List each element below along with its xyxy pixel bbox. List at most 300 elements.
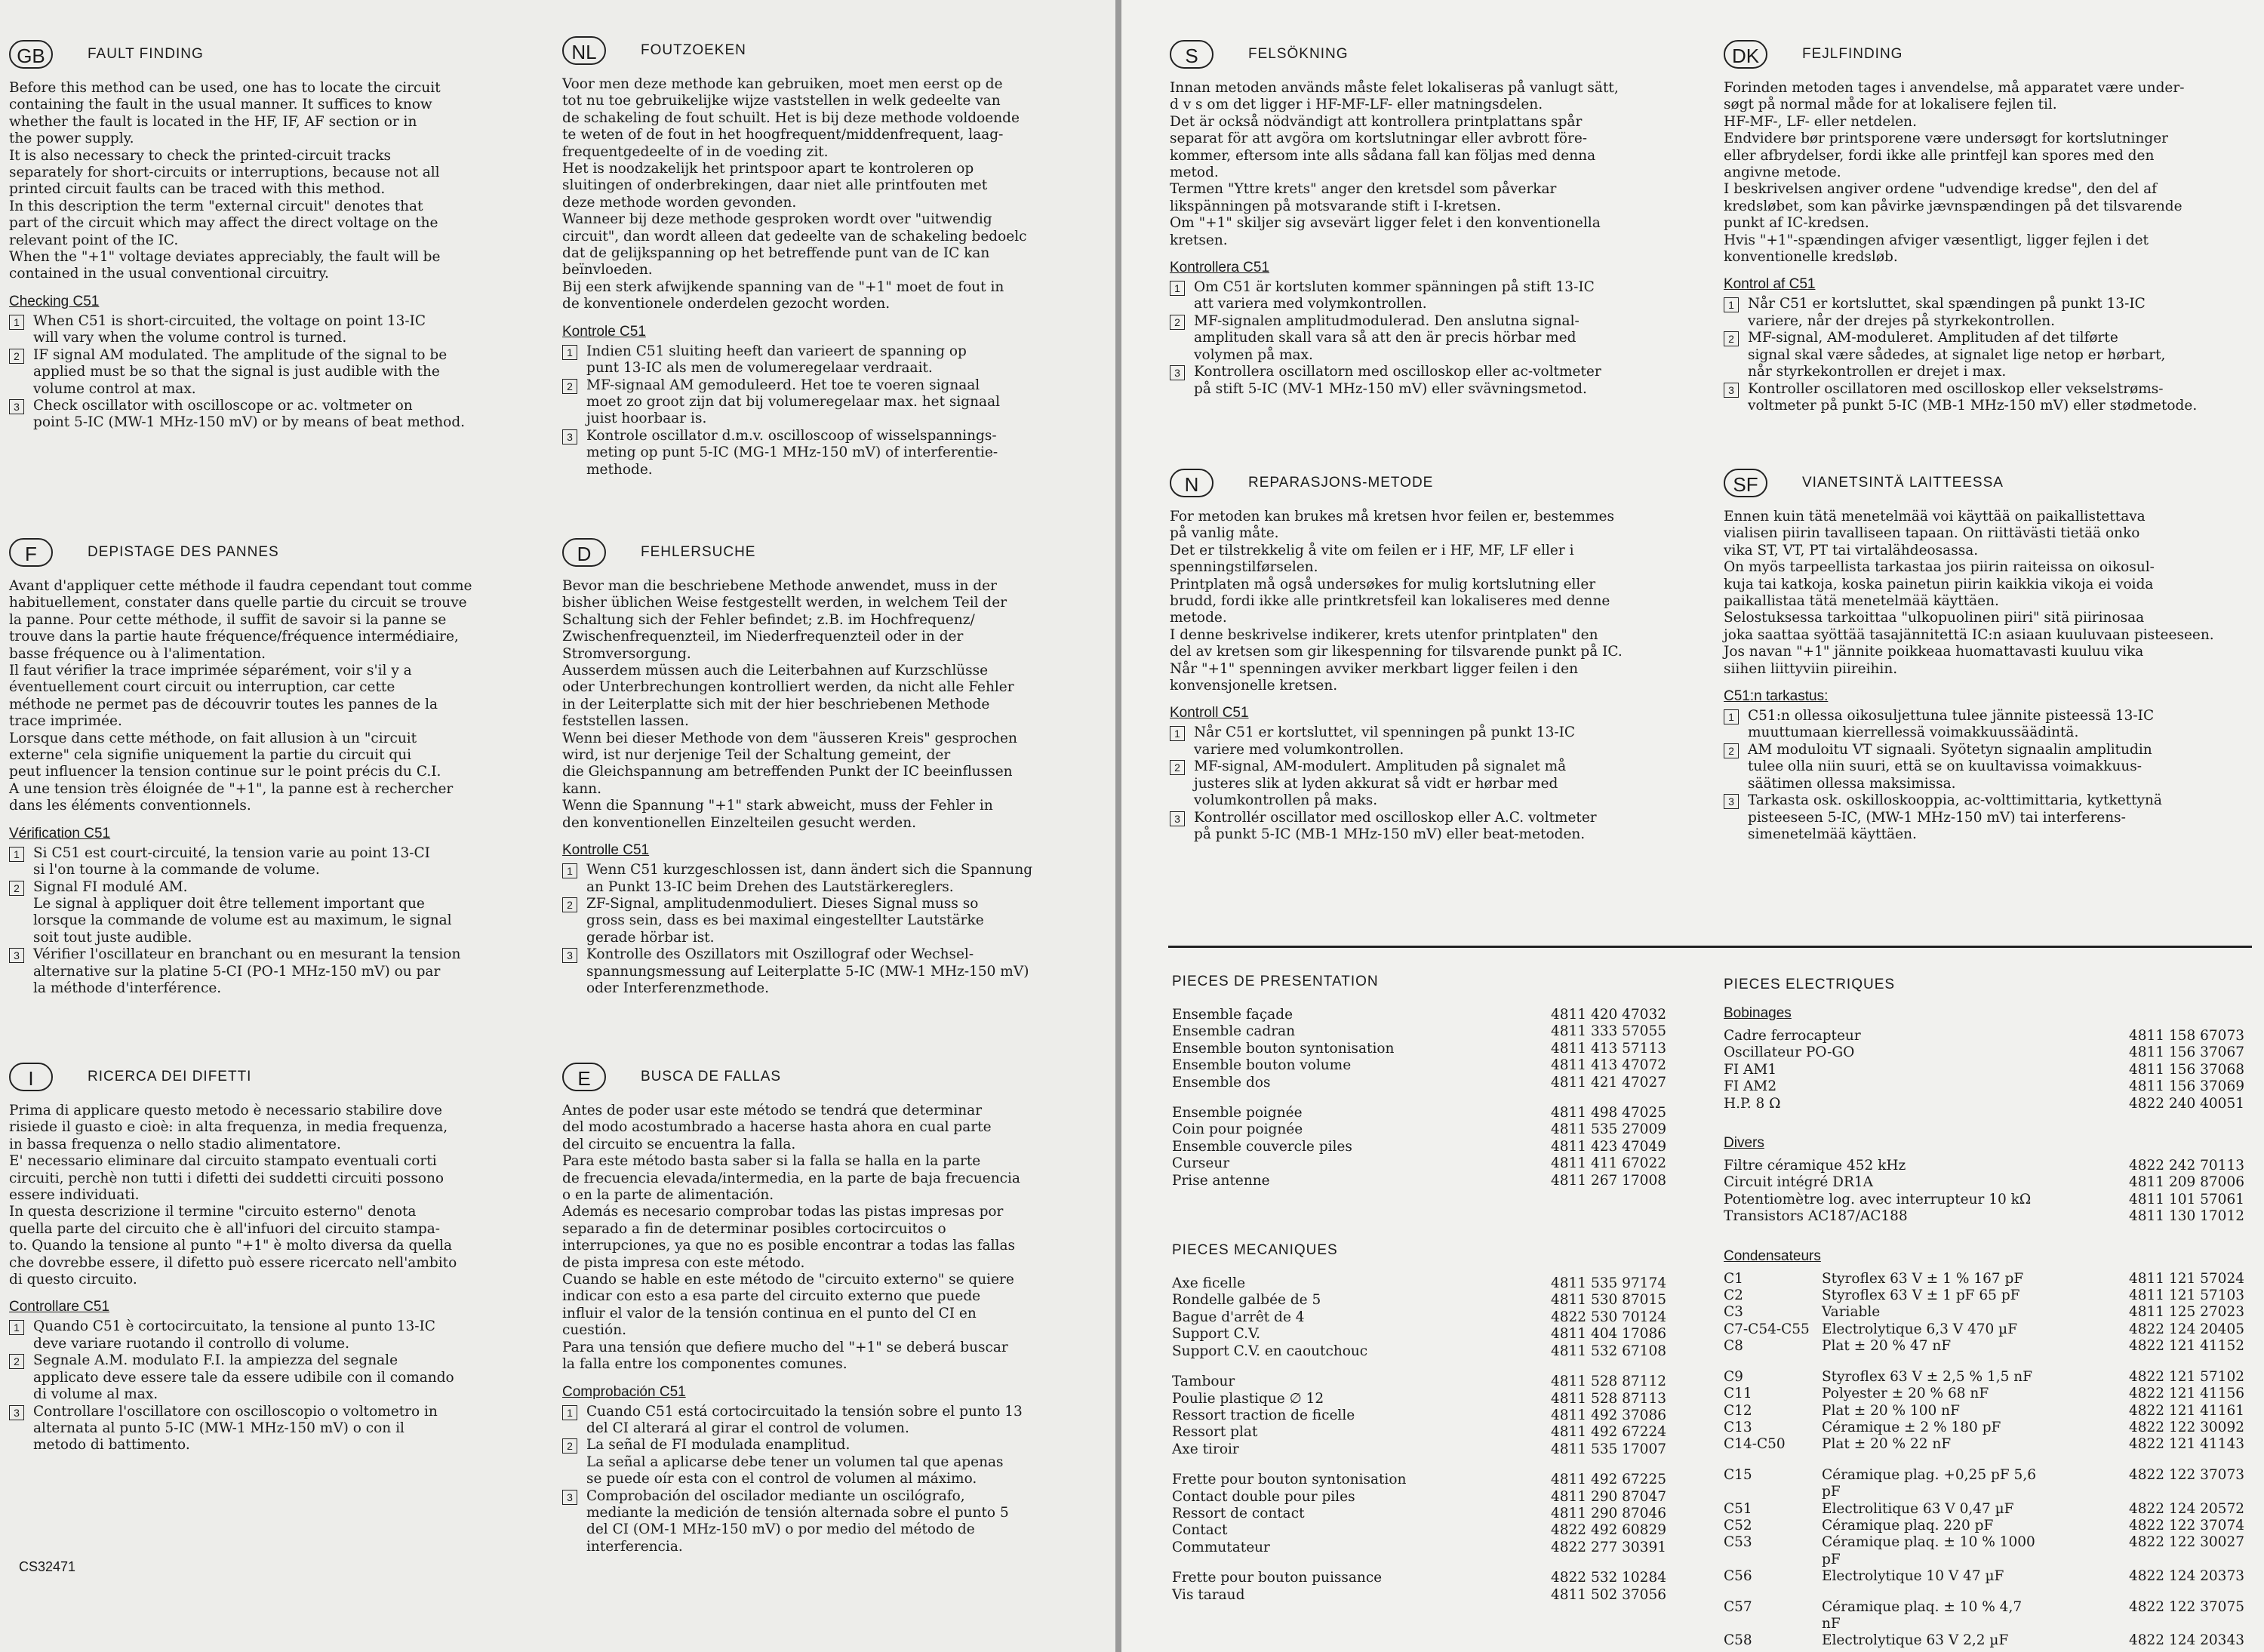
step-text: Kontrollér oscillator med oscilloskop eller A.C. voltmeter på punkt 5-IC (MB-1 MHz-150 mV) eller beat-metoden.	[1194, 809, 1597, 842]
section-intro: Before this method can be used, one has to locate the circuit containing the fault in the usual manner. It suffices to know whether the fault is located in the HF, IF, AF section or in the power supply. It is also necessary to check the printed-circuit tracks separately for short-circuits or interruptions, because not all printed circuit faults can be traced with this method. In this description the term "external circuit" denotes that part of the circuit which may affect the direct voltage on the relevant point of the IC. When the "+1" voltage deviates appreciably, the fault will be contained in the usual conventional circuitry.	[9, 80, 441, 282]
part-row	[1172, 1587, 1666, 1604]
check-step	[9, 347, 537, 398]
section-title: DEPISTAGE DES PANNES	[88, 544, 279, 560]
capacitor-row	[1724, 1467, 2244, 1501]
part-row	[1724, 1208, 2244, 1225]
check-step	[9, 879, 537, 947]
presentation-title: PIECES DE PRESENTATION	[1172, 974, 1379, 989]
part-name: Bague d'arrêt de 4	[1172, 1309, 1305, 1325]
group-spacer	[1172, 1458, 1666, 1472]
language-badge: GB	[9, 40, 53, 69]
step-text: Comprobación del oscilador mediante un oscilógrafo, mediante la medición de tensión alternada sobre el punto 5 del CI (OM-1 MHz-150 mV) o por medio del método de interferencia.	[586, 1487, 1009, 1555]
section-title: FEJLFINDING	[1802, 46, 1903, 62]
part-number: 4811 121 57024	[2128, 1270, 2244, 1287]
section-title: REPARASJONS-METODE	[1248, 475, 1434, 491]
section-f	[9, 536, 537, 997]
capacitor-desc: Céramique plag. +0,25 pF 5,6 pF	[1822, 1466, 2036, 1500]
section-header	[9, 38, 537, 71]
capacitor-desc: Electrolytique 63 V 2,2 µF	[1822, 1632, 2009, 1649]
check-step	[1724, 330, 2252, 380]
capacitor-row	[1724, 1436, 2244, 1453]
step-number-box: 2	[1724, 331, 1739, 346]
check-step	[562, 1437, 1098, 1487]
capacitor-row	[1724, 1501, 2244, 1518]
step-number-box: 3	[1724, 794, 1739, 809]
part-row	[1172, 1041, 1666, 1057]
capacitor-row	[1724, 1304, 2244, 1321]
part-row	[1172, 1424, 1666, 1441]
step-number-box: 2	[9, 1354, 24, 1369]
part-name: Prise antenne	[1172, 1172, 1270, 1189]
check-step	[562, 896, 1098, 946]
part-number: 4811 156 37067	[2128, 1044, 2244, 1061]
part-name: Cadre ferrocapteur	[1724, 1028, 1861, 1044]
check-step	[9, 1318, 537, 1352]
check-step	[1170, 810, 1698, 844]
part-name: Support C.V. en caoutchouc	[1172, 1343, 1368, 1359]
part-name: Ensemble façade	[1172, 1007, 1293, 1023]
check-step	[1170, 724, 1698, 758]
section-intro: Avant d'appliquer cette méthode il faudra cependant tout comme habituellement, constater dans quelle partie du circuit se trouve la panne. Pour cette méthode, il suffit de savoir si la panne se trouve dans la partie haute fréquence/fréquence intermédiaire, basse fréquence ou à l'alimentation. Il faut vérifier la trace imprimée séparément, voir s'il y a éventuellement court circuit ou interruption, car cette méthode ne permet pas de découvrir toutes les pannes de la trace imprimée. Lorsque dans cette méthode, on fait allusion à un "circuit externe" cela signifie uniquement la partie du circuit qui peut influencer la tension continue sur le point précis du C.I. A une tension très éloignée de "+1", la panne est à rechercher dans les éléments conventionnels.	[9, 578, 472, 814]
step-number-box: 1	[9, 847, 24, 862]
part-number: 4822 530 70124	[1550, 1309, 1666, 1325]
part-name: Coin pour poignée	[1172, 1121, 1303, 1138]
part-number: 4811 535 27009	[1550, 1121, 1666, 1138]
document-code: CS32471	[19, 1559, 76, 1574]
check-step	[562, 377, 1098, 428]
step-number-box: 2	[562, 1438, 577, 1454]
check-step	[562, 862, 1098, 896]
step-number-box: 1	[9, 315, 24, 330]
part-number: 4822 240 40051	[2128, 1095, 2244, 1112]
part-row	[1172, 1173, 1666, 1189]
part-row	[1172, 1139, 1666, 1155]
step-text: AM moduloitu VT signaali. Syötetyn signaalin amplitudin tulee olla niin suuri, että se on kuultavissa voimakkuus- säätimen ollessa maksimissa.	[1748, 741, 2152, 792]
part-name: FI AM2	[1724, 1078, 1777, 1095]
part-name: Ensemble cadran	[1172, 1023, 1296, 1040]
section-nl	[562, 34, 1098, 478]
step-number-box: 3	[562, 429, 577, 445]
part-number: 4811 535 97174	[1550, 1275, 1666, 1292]
part-row	[1172, 1326, 1666, 1343]
part-name: Vis taraud	[1172, 1586, 1245, 1603]
section-title: BUSCA DE FALLAS	[641, 1069, 782, 1084]
section-header	[562, 34, 1098, 67]
part-number: 4811 420 47032	[1550, 1007, 1666, 1023]
group-spacer	[1724, 1454, 2244, 1467]
part-row	[1724, 1044, 2244, 1061]
section-title: FAULT FINDING	[88, 46, 204, 62]
part-name: Transistors AC187/AC188	[1724, 1208, 1908, 1225]
section-intro: Bevor man die beschriebene Methode anwendet, muss in der bisher üblichen Weise festgestellt werden, in welchem Teil der Schaltung sich der Fehler befindet; z.B. im Hochfrequenz/ Zwischenfrequenzteil, im Niederfrequenzteil oder in der Stromversorgung. Ausserdem müssen auch die Leiterbahnen auf Kurzschlüsse oder Unterbrechungen kontrolliert werden, da nicht alle Fehler in der Leiterplatte sich mit der hier beschriebenen Methode feststellen lassen. Wenn bei dieser Methode von dem "äusseren Kreis" gesprochen wird, ist nur derjenige Teil der Schaltung gemeint, der die Gleichspannung am betreffenden Punkt der IC beeinflussen kann. Wenn die Spannung "+1" stark abweicht, muss der Fehler in den konventionellen Einzelteilen gesucht werden.	[562, 578, 1017, 831]
check-step	[1170, 364, 1698, 398]
part-number: 4811 333 57055	[1550, 1023, 1666, 1040]
part-number: 4811 421 47027	[1550, 1074, 1666, 1091]
section-title: FOUTZOEKEN	[641, 42, 746, 58]
part-name: Ressort traction de ficelle	[1172, 1407, 1355, 1423]
part-number: 4822 124 20343	[2128, 1632, 2244, 1649]
step-text: Vérifier l'oscillateur en branchant ou en mesurant la tension alternative sur la platine 5-CI (PO-1 MHz-150 mV) ou par la méthode d'interférence.	[33, 946, 461, 996]
check-title: Kontrollera C51	[1170, 260, 1270, 276]
part-row	[1172, 1105, 1666, 1121]
check-step	[562, 1488, 1098, 1556]
capacitor-ref: C15	[1724, 1466, 1752, 1483]
capacitor-desc: Styroflex 63 V ± 1 pF 65 pF	[1822, 1287, 2020, 1304]
condensateurs-title: Condensateurs	[1724, 1247, 1821, 1264]
section-intro: Voor men deze methode kan gebruiken, moet men eerst op de tot nu toe gebruikelijke wijze vaststellen in welk gedeelte van de schakeling de fout schuilt. Het is bij deze methode voldoende te weten of de fout in het hoogfrequent/middenfrequent, laag- frequentgedeelte of in de voeding zit. Het is noodzakelijk het printspoor apart te kontroleren op sluitingen of onderbrekingen, daar niet alle printfouten met deze methode worden gevonden. Wanneer bij deze methode gesproken wordt over "uitwendig circuit", dan wordt alleen dat gedeelte van de schakeling bedoelc dat de gelijkspanning op het betreffende punt van de IC kan beïnvloeden. Bij een sterk afwijkende spanning van de "+1" moet de fout in de konventionele onderdelen gezocht worden.	[562, 76, 1027, 312]
part-name: Potentiomètre log. avec interrupteur 10 kΩ	[1724, 1191, 2032, 1207]
step-number-box: 1	[562, 863, 577, 878]
section-title: VIANETSINTÄ LAITTEESSA	[1802, 475, 2004, 491]
check-step	[1724, 381, 2252, 415]
capacitor-desc: Electrolytique 10 V 47 µF	[1822, 1568, 2004, 1585]
step-text: Quando C51 è cortocircuitato, la tensione al punto 13-IC deve variare ruotando il controllo di volume.	[33, 1318, 435, 1352]
part-number: 4822 124 20572	[2128, 1500, 2244, 1517]
part-number: 4811 532 67108	[1550, 1343, 1666, 1359]
check-step	[562, 946, 1098, 997]
check-step	[1170, 279, 1698, 313]
divers-title: Divers	[1724, 1135, 1764, 1152]
step-text: Indien C51 sluiting heeft dan varieert de spanning op punt 13-IC als men de volumeregelaar verdraait.	[586, 343, 967, 377]
step-text: La señal de FI modulada enamplitud. La señal a aplicarse debe tener un volumen tal que apenas se puede oír esta con el control de volumen al máximo.	[586, 1437, 1004, 1487]
capacitor-desc: Polyester ± 20 % 68 nF	[1822, 1386, 1989, 1402]
check-title: Checking C51	[9, 293, 100, 309]
part-number: 4822 277 30391	[1550, 1539, 1666, 1555]
part-row	[1172, 1540, 1666, 1556]
bobinages-title: Bobinages	[1724, 1005, 1792, 1021]
part-number: 4822 121 41161	[2128, 1402, 2244, 1419]
part-number: 4811 413 57113	[1550, 1040, 1666, 1057]
step-number-box: 1	[1170, 726, 1185, 741]
capacitor-ref: C58	[1724, 1632, 1752, 1649]
step-text: ZF-Signal, amplitudenmoduliert. Dieses Signal muss so gross sein, dass es bei maximal eingestellter Lautstärke gerade hörbar ist.	[586, 895, 984, 946]
capacitor-ref: C14-C50	[1724, 1436, 1786, 1453]
group-spacer	[1724, 1586, 2244, 1599]
part-name: Ensemble bouton syntonisation	[1172, 1040, 1395, 1057]
part-number: 4811 498 47025	[1550, 1105, 1666, 1121]
part-row	[1172, 1309, 1666, 1326]
group-spacer	[1724, 1355, 2244, 1369]
step-text: MF-signalen amplitudmodulerad. Den anslutna signal- amplituden skall vara så att den är precis hörbar med volymen på max.	[1194, 312, 1580, 363]
part-number: 4811 413 47072	[1550, 1057, 1666, 1074]
part-name: Circuit intégré DR1A	[1724, 1174, 1874, 1191]
check-step	[1724, 792, 2252, 843]
part-number: 4811 492 67224	[1550, 1424, 1666, 1441]
capacitor-ref: C1	[1724, 1270, 1743, 1287]
step-text: Cuando C51 está cortocircuitado la tensión sobre el punto 13 del CI alterará al girar el control de volumen.	[586, 1403, 1023, 1436]
part-name: Frette pour bouton syntonisation	[1172, 1472, 1407, 1488]
step-number-box: 2	[562, 897, 577, 912]
check-step	[9, 1352, 537, 1403]
step-text: Om C51 är kortsluten kommer spänningen på stift 13-IC att variera med volymkontrollen.	[1194, 279, 1595, 312]
part-name: Oscillateur PO-GO	[1724, 1044, 1855, 1061]
section-header	[9, 1060, 537, 1094]
capacitor-row	[1724, 1568, 2244, 1585]
part-number: 4811 404 17086	[1550, 1326, 1666, 1343]
part-number: 4822 124 20405	[2128, 1321, 2244, 1337]
section-intro: Forinden metoden tages i anvendelse, må apparatet være under- søgt på normal måde for at lokalisere fejlen til. HF-MF-, LF- eller netdelen. Endvidere bør printsporene være undersøgt for kortslutninger eller afbrydelser, fordi ikke alle printfejl kan spores med den angivne metode. I beskrivelsen angiver ordene "udvendige kredse", den del af kredsløbet, som kan påvirke jævnspændingen på det tilsvarende punkt af IC-kredsen. Hvis "+1"-spændingen afviger væsentligt, ligger fejlen i det konventionelle kredsløb.	[1724, 80, 2185, 266]
capacitor-desc: Electrolytique 6,3 V 470 µF	[1822, 1321, 2018, 1337]
group-spacer	[1172, 1091, 1666, 1105]
step-text: Kontrole oscillator d.m.v. oscilloscoop of wisselspannings- meting op punt 5-IC (MG-1 MHz-150 mV) of interferentie- methode.	[586, 427, 998, 478]
part-number: 4822 492 60829	[1550, 1522, 1666, 1539]
section-sf	[1724, 466, 2252, 843]
part-number: 4811 528 87113	[1550, 1390, 1666, 1407]
group-spacer	[1172, 1556, 1666, 1570]
section-header	[1170, 466, 1698, 500]
language-badge: F	[9, 538, 53, 567]
check-step	[9, 946, 537, 997]
step-number-box: 2	[562, 379, 577, 394]
part-name: Filtre céramique 452 kHz	[1724, 1158, 1906, 1174]
part-name: Rondelle galbée de 5	[1172, 1292, 1321, 1309]
language-badge: NL	[562, 36, 606, 65]
part-row	[1172, 1374, 1666, 1390]
part-number: 4811 535 17007	[1550, 1441, 1666, 1457]
capacitor-row	[1724, 1403, 2244, 1420]
part-number: 4822 121 41152	[2128, 1338, 2244, 1355]
capacitor-desc: Plat ± 20 % 47 nF	[1822, 1338, 1952, 1355]
step-text: Signal FI modulé AM. Le signal à appliquer doit être tellement important que lorsque la commande de volume est au maximum, le signal soit tout juste audible.	[33, 878, 452, 946]
capacitor-ref: C57	[1724, 1598, 1752, 1615]
check-title: Kontrole C51	[562, 323, 646, 340]
part-number: 4811 121 57103	[2128, 1287, 2244, 1304]
step-text: Controllare l'oscillatore con oscilloscopio o voltometro in alternata al punto 5-IC (MW-1 MHz-150 mV) o con il metodo di battimento.	[33, 1403, 438, 1454]
step-text: MF-signaal AM gemoduleerd. Het toe te voeren signaal moet zo groot zijn dat bij volumeregelaar max. het signaal juist hoorbaar is.	[586, 377, 1001, 427]
part-name: Axe tiroir	[1172, 1441, 1239, 1457]
part-row	[1724, 1174, 2244, 1191]
part-number: 4811 423 47049	[1550, 1138, 1666, 1155]
step-number-box: 2	[1170, 760, 1185, 775]
part-name: Curseur	[1172, 1155, 1230, 1172]
capacitor-desc: Céramique plaq. ± 10 % 1000 pF	[1822, 1534, 2035, 1567]
section-d	[562, 536, 1098, 997]
capacitor-desc: Plat ± 20 % 100 nF	[1822, 1402, 1960, 1419]
part-name: Ensemble dos	[1172, 1074, 1271, 1091]
step-text: Kontrolle des Oszillators mit Oszillograf oder Wechsel- spannungsmessung auf Leiterplatte 5-IC (MW-1 MHz-150 mV) oder Interferenzmethode.	[586, 946, 1029, 996]
capacitor-ref: C9	[1724, 1368, 1743, 1385]
part-row	[1172, 1023, 1666, 1040]
capacitor-desc: Variable	[1822, 1304, 1881, 1321]
capacitor-ref: C11	[1724, 1386, 1752, 1402]
check-step	[9, 398, 537, 432]
capacitor-row	[1724, 1271, 2244, 1287]
language-badge: SF	[1724, 469, 1767, 497]
check-title: Kontrolle C51	[562, 842, 650, 859]
part-name: Axe ficelle	[1172, 1275, 1246, 1292]
electrical-title: PIECES ELECTRIQUES	[1724, 977, 1896, 992]
check-title: C51:n tarkastus:	[1724, 688, 1829, 705]
section-intro: Ennen kuin tätä menetelmää voi käyttää on paikallistettava vialisen piirin tavalliseen tapaan. On riittävästi tietää onko vika ST, VT, PT tai virtalähdeosassa. On myös tarpeellista tarkastaa jos piirin raiteissa on oikosul- kuja tai katkoja, koska painetun piirin kaikkia vikoja ei voida paikallistaa tätä menetelmää käyttäen. Selostuksessa tarkoittaa "ulkopuolinen piiri" sitä piirinosaa joka saattaa syöttää tasajännitettä IC:n asiaan kuuluvaan pisteeseen. Jos navan "+1" jännite poikkeaa huomattavasti kuuluu vika siihen liittyviin piireihin.	[1724, 509, 2214, 677]
step-number-box: 1	[1170, 281, 1185, 296]
step-number-box: 1	[1724, 709, 1739, 724]
part-number: 4811 125 27023	[2128, 1304, 2244, 1321]
part-row	[1724, 1078, 2244, 1095]
capacitor-ref: C56	[1724, 1568, 1752, 1585]
check-title: Comprobación C51	[562, 1383, 686, 1400]
capacitor-row	[1724, 1420, 2244, 1436]
step-text: Check oscillator with oscilloscope or ac. voltmeter on point 5-IC (MW-1 MHz-150 mV) or by means of beat method.	[33, 397, 466, 431]
capacitor-ref: C53	[1724, 1534, 1752, 1551]
step-text: Si C51 est court-circuité, la tension varie au point 13-CI si l'on tourne à la commande de volume.	[33, 844, 430, 878]
check-step	[9, 845, 537, 879]
capacitor-row	[1724, 1518, 2244, 1534]
capacitor-desc: Céramique plaq. ± 10 % 4,7 nF	[1822, 1598, 2023, 1632]
step-number-box: 3	[9, 948, 24, 963]
capacitor-ref: C2	[1724, 1287, 1743, 1304]
part-number: 4822 532 10284	[1550, 1570, 1666, 1586]
section-intro: Prima di applicare questo metodo è necessario stabilire dove risiede il guasto e cioè: in alta frequenza, in media frequenza, in bassa frequenza o nello stadio alimentatore. E' necessario eliminare dal circuito stampato eventuali corti circuiti, perchè non tutti i difetti dei suddetti circuiti possono essere individuati. In questa descrizione il termine "circuito esterno" denota quella parte del circuito che è all'infuori del circuito stampa- to. Quando la tensione al punto "+1" è molto diversa da quella che dovrebbe essere, il difetto può essere ricercato nell'ambito di questo circuito.	[9, 1103, 457, 1288]
part-row	[1724, 1028, 2244, 1044]
step-number-box: 1	[9, 1320, 24, 1335]
part-row	[1724, 1192, 2244, 1208]
part-number: 4811 492 37086	[1550, 1407, 1666, 1423]
check-step	[1170, 313, 1698, 364]
capacitor-desc: Styroflex 63 V ± 2,5 % 1,5 nF	[1822, 1368, 2032, 1385]
part-number: 4811 528 87112	[1550, 1374, 1666, 1390]
part-number: 4811 158 67073	[2128, 1028, 2244, 1044]
step-text: MF-signal, AM-modulert. Amplituden på signalet må justeres slik at lyden akkurat så vidt er hørbar med volumkontrollen på maks.	[1194, 758, 1567, 809]
step-number-box: 1	[562, 1405, 577, 1420]
language-badge: E	[562, 1063, 606, 1091]
part-name: Contact	[1172, 1522, 1228, 1539]
presentation-parts	[1172, 974, 1666, 1604]
part-name: Ensemble bouton volume	[1172, 1057, 1352, 1074]
part-number: 4822 121 41143	[2128, 1436, 2244, 1453]
part-number: 4811 156 37068	[2128, 1061, 2244, 1078]
step-number-box: 3	[9, 399, 24, 414]
parts-divider	[1168, 946, 2252, 948]
part-number: 4811 290 87046	[1550, 1505, 1666, 1521]
part-row	[1172, 1506, 1666, 1522]
check-title: Controllare C51	[9, 1299, 110, 1315]
group-spacer	[1172, 1360, 1666, 1374]
step-text: Når C51 er kortsluttet, vil spenningen på punkt 13-IC variere med volumkontrollen.	[1194, 724, 1576, 758]
part-row	[1172, 1441, 1666, 1458]
section-intro: Antes de poder usar este método se tendrá que determinar del modo acostumbrado a hacerse hasta ahora en cual parte del circuito se encuentra la falla. Para este método basta saber si la falla se halla en la parte de frecuencia elevada/intermedia, en la parte de baja frecuencia o en la parte de alimentación. Además es necesario comprobar todas las pistas impresas por separado a fin de determinar posibles cortocircuitos o interrupciones, ya que no es posible encontrar a todas las fallas de pista impresa con este método. Cuando se hable en este método de "circuito externo" se quiere indicar con esto a esa parte del circuito externo que puede influir el valor de la tensión continua en el punto del CI en cuestión. Para una tensión que defiere mucho del "+1" se deberá buscar la falla entre los componentes comunes.	[562, 1103, 1020, 1373]
capacitor-desc: Céramique plaq. 220 pF	[1822, 1517, 1994, 1534]
section-n	[1170, 466, 1698, 843]
capacitor-row	[1724, 1369, 2244, 1386]
part-number: 4811 101 57061	[2128, 1191, 2244, 1207]
section-title: RICERCA DEI DIFETTI	[88, 1069, 252, 1084]
step-number-box: 2	[9, 349, 24, 364]
part-number: 4822 122 37075	[2128, 1598, 2244, 1615]
section-header	[562, 536, 1098, 569]
capacitor-row	[1724, 1287, 2244, 1304]
part-number: 4822 121 57102	[2128, 1368, 2244, 1385]
section-title: FEHLERSUCHE	[641, 544, 756, 560]
section-dk	[1724, 38, 2252, 414]
part-name: Frette pour bouton puissance	[1172, 1570, 1383, 1586]
capacitor-row	[1724, 1534, 2244, 1568]
part-row	[1172, 1057, 1666, 1074]
step-number-box: 2	[1724, 743, 1739, 758]
capacitor-desc: Plat ± 20 % 22 nF	[1822, 1436, 1952, 1453]
step-number-box: 3	[9, 1405, 24, 1420]
part-number: 4811 130 17012	[2128, 1208, 2244, 1225]
check-step	[1724, 296, 2252, 330]
step-number-box: 3	[562, 1490, 577, 1505]
capacitor-ref: C7-C54-C55	[1724, 1321, 1810, 1337]
check-step	[562, 343, 1098, 377]
capacitor-row	[1724, 1386, 2244, 1402]
part-name: Poulie plastique ∅ 12	[1172, 1390, 1324, 1407]
check-step	[1724, 708, 2252, 742]
part-number: 4811 530 87015	[1550, 1292, 1666, 1309]
part-row	[1172, 1472, 1666, 1488]
part-number: 4811 209 87006	[2128, 1174, 2244, 1191]
section-title: FELSÖKNING	[1248, 46, 1349, 62]
step-number-box: 1	[1724, 297, 1739, 312]
check-step	[1724, 742, 2252, 792]
step-number-box: 3	[1170, 365, 1185, 380]
part-number: 4822 122 37074	[2128, 1517, 2244, 1534]
step-text: When C51 is short-circuited, the voltage on point 13-IC will vary when the volume control is turned.	[33, 312, 426, 346]
part-row	[1724, 1062, 2244, 1078]
part-name: Ressort de contact	[1172, 1505, 1305, 1521]
part-row	[1172, 1407, 1666, 1424]
section-s	[1170, 38, 1698, 398]
part-number: 4811 267 17008	[1550, 1172, 1666, 1189]
step-text: Kontroller oscillatoren med oscilloskop eller vekselstrøms- voltmeter på punkt 5-IC (MB-1 MHz-150 mV) eller stødmetode.	[1748, 380, 2198, 414]
step-text: Segnale A.M. modulato F.I. la ampiezza del segnale applicato deve essere tale da essere udibile con il comando di volume al max.	[33, 1352, 454, 1403]
page-fold	[1115, 0, 1121, 1652]
capacitor-desc: Styroflex 63 V ± 1 % 167 pF	[1822, 1270, 2024, 1287]
part-row	[1172, 1292, 1666, 1309]
capacitor-ref: C52	[1724, 1517, 1752, 1534]
part-number: 4811 290 87047	[1550, 1488, 1666, 1505]
part-name: FI AM1	[1724, 1061, 1777, 1078]
part-number: 4822 124 20373	[2128, 1568, 2244, 1585]
section-i	[9, 1060, 537, 1454]
check-title: Vérification C51	[9, 825, 111, 841]
language-badge: S	[1170, 40, 1214, 69]
capacitor-desc: Electrolitique 63 V 0,47 µF	[1822, 1500, 2014, 1517]
part-row	[1172, 1489, 1666, 1506]
step-number-box: 3	[562, 948, 577, 963]
part-row	[1172, 1391, 1666, 1407]
step-text: Wenn C51 kurzgeschlossen ist, dann ändert sich die Spannung an Punkt 13-IC beim Drehen des Lautstärkereglers.	[586, 862, 1033, 895]
part-row	[1172, 1275, 1666, 1292]
check-title: Kontroll C51	[1170, 705, 1249, 721]
section-intro: Innan metoden används måste felet lokaliseras på vanlugt sätt, d v s om det ligger i HF-MF-LF- eller matningsdelen. Det är också nödvändigt att kontrollera printplattans spår separat för att avgöra om kortslutningar eller avbrott före- kommer, eftersom inte alls sådana fall kan följas med denna metod. Termen "Yttre krets" anger den kretsdel som påverkar likspänningen på motsvarande stift i I-kretsen. Om "+1" skiljer sig avsevärt ligger felet i den konventionella kretsen.	[1170, 80, 1619, 248]
section-intro: For metoden kan brukes må kretsen hvor feilen er, bestemmes på vanlig måte. Det er tilstrekkelig å vite om feilen er i HF, MF, LF eller i spenningstilførselen. Printplaten må også undersøkes for mulig kortslutning eller brudd, fordi ikke alle printkretsfeil kan lokaliseres med denne metode. I denne beskrivelse indikerer, krets utenfor printplaten" den del av kretsen som gir likespenning for tilsvarende punkt på IC. Når "+1" spenningen avviker merkbart ligger feilen i den konvensjonelle kretsen.	[1170, 509, 1623, 694]
section-header	[1170, 38, 1698, 71]
part-number: 4822 121 41156	[2128, 1386, 2244, 1402]
check-step	[562, 428, 1098, 478]
part-name: Commutateur	[1172, 1539, 1270, 1555]
step-number-box: 3	[1170, 811, 1185, 826]
part-row	[1172, 1522, 1666, 1539]
capacitor-ref: C13	[1724, 1419, 1752, 1435]
capacitor-ref: C51	[1724, 1500, 1752, 1517]
language-badge: I	[9, 1063, 53, 1091]
part-number: 4811 502 37056	[1550, 1586, 1666, 1603]
capacitor-row	[1724, 1321, 2244, 1338]
section-e	[562, 1060, 1098, 1555]
part-row	[1172, 1343, 1666, 1360]
part-name: Support C.V.	[1172, 1326, 1260, 1343]
step-text: C51:n ollessa oikosuljettuna tulee jännite pisteessä 13-IC muuttumaan kierrellessä voimakkuussäädintä.	[1748, 708, 2155, 741]
part-number: 4822 122 30027	[2128, 1534, 2244, 1551]
step-text: Kontrollera oscillatorn med oscilloskop eller ac-voltmeter på stift 5-IC (MV-1 MHz-150 mV) eller svävningsmetod.	[1194, 364, 1601, 397]
step-text: Tarkasta osk. oskilloskooppia, ac-volttimittaria, kytkettynä pisteeseen 5-IC, (MW-1 MHz-150 mV) tai interferens- simenetelmää käyttäen.	[1748, 792, 2162, 842]
part-name: Ensemble poignée	[1172, 1105, 1303, 1121]
step-number-box: 3	[1724, 383, 1739, 398]
language-badge: N	[1170, 469, 1214, 497]
capacitor-ref: C8	[1724, 1338, 1743, 1355]
